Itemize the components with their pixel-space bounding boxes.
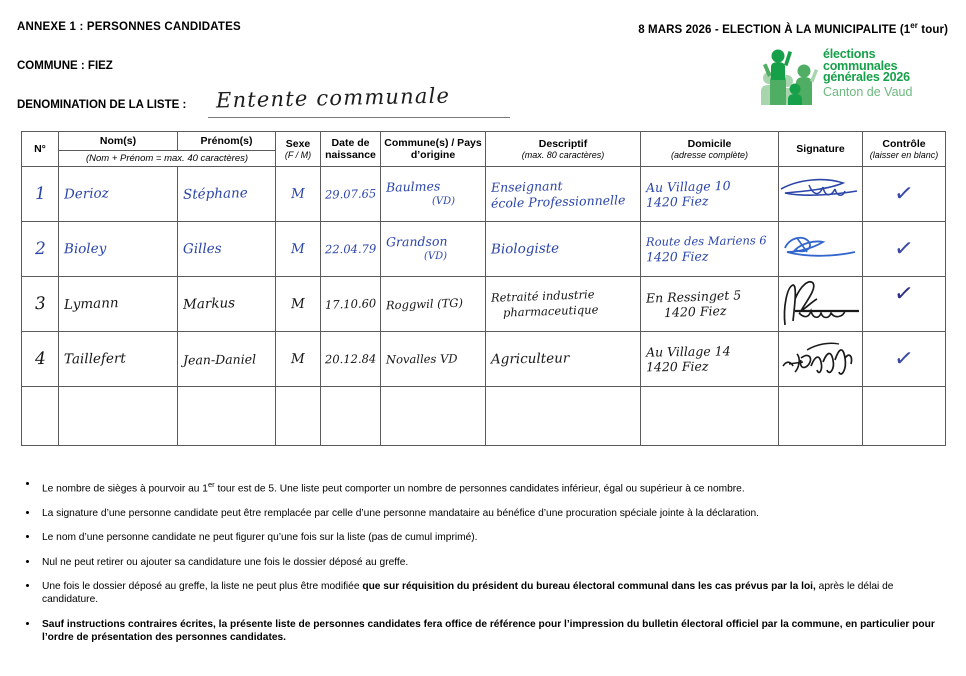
- cell-domicile: [641, 277, 779, 332]
- cell-nom: [59, 387, 178, 446]
- denomination-underline: [208, 117, 510, 118]
- cell-sexe: [276, 167, 321, 222]
- col-header-controle-sub: (laisser en blanc): [869, 149, 939, 160]
- value-descriptif-line2: pharmaceutique: [502, 302, 599, 320]
- value-prenom: Stéphane: [182, 184, 248, 203]
- cell-signature: [779, 277, 863, 332]
- value-descriptif-line1: Biologiste: [490, 240, 560, 257]
- logo-line-3: générales 2026: [823, 70, 910, 84]
- value-nom: Lymann: [63, 294, 119, 313]
- note-item: [17, 507, 942, 520]
- cell-sexe: [276, 332, 321, 387]
- cell-descriptif: [486, 167, 641, 222]
- value-origine-line2: (VD): [432, 196, 456, 207]
- value-controle: ✓: [892, 234, 916, 263]
- col-header-prenom: [178, 132, 276, 151]
- col-header-signature-label: Signature: [796, 143, 845, 155]
- cell-numero: [22, 387, 59, 446]
- cell-origine: [381, 387, 486, 446]
- bullet-icon: [26, 535, 29, 538]
- value-nom: Bioley: [63, 240, 107, 257]
- col-header-descriptif: [486, 132, 641, 167]
- note-text-pre: Le nombre de sièges à pourvoir au 1: [42, 483, 208, 495]
- commune-value: FIEZ: [87, 60, 113, 72]
- value-naissance: 29.07.65: [324, 185, 377, 202]
- candidates-table: [21, 131, 946, 446]
- cell-signature: [779, 332, 863, 387]
- logo-line-4: Canton de Vaud: [823, 84, 913, 99]
- cell-sexe: [276, 222, 321, 277]
- cell-controle: [863, 222, 946, 277]
- value-nom: Derioz: [63, 184, 110, 203]
- bullet-icon: [26, 560, 29, 563]
- col-header-sexe-sub: (F / M): [284, 149, 312, 160]
- value-naissance: 20.12.84: [324, 351, 377, 366]
- value-numero: 2: [34, 238, 46, 259]
- election-title-post: tour): [918, 23, 948, 36]
- cell-controle: [863, 332, 946, 387]
- cell-descriptif: [486, 387, 641, 446]
- note-item: [17, 531, 942, 544]
- value-numero: 3: [34, 293, 46, 314]
- cell-descriptif: [486, 332, 641, 387]
- cell-signature: [779, 167, 863, 222]
- table-row: [22, 332, 946, 387]
- cell-naissance: [321, 332, 381, 387]
- signature-mark: [779, 277, 862, 331]
- value-prenom: Markus: [182, 294, 236, 313]
- value-origine-line1: Roggwil (TG): [385, 295, 464, 312]
- signature-mark: [779, 222, 862, 276]
- note-item: [17, 618, 942, 644]
- note-item: [17, 556, 942, 569]
- value-naissance: 17.10.60: [324, 295, 377, 312]
- cell-domicile: [641, 387, 779, 446]
- bullet-icon: [26, 482, 29, 485]
- cell-domicile: [641, 222, 779, 277]
- note-text-pre: Le nom d’une personne candidate ne peut figurer qu’une fois sur la liste (pas de cumul imprimé).: [42, 532, 478, 544]
- cell-descriptif: [486, 277, 641, 332]
- commune-line: [17, 60, 113, 72]
- col-header-origine-label: Commune(s) / Pays d’origine: [384, 137, 482, 161]
- value-descriptif-line1: Enseignant: [490, 178, 563, 195]
- logo-text-block: [823, 49, 912, 98]
- table-row-empty: [22, 387, 946, 446]
- note-text-bold: que sur réquisition du président du bureau électoral communal dans les cas prévus par la loi,: [362, 581, 816, 593]
- note-item: [17, 580, 942, 606]
- cell-naissance: [321, 222, 381, 277]
- value-descriptif-line2: école Professionnelle: [490, 192, 626, 211]
- signature-scribble-icon: [779, 167, 862, 221]
- note-text-post: tour est de 5. Une liste peut comporter un nombre de personnes candidates inférieur, égal ou supérieur à ce nombre.: [214, 483, 745, 495]
- cell-origine: [381, 167, 486, 222]
- value-sexe: M: [290, 295, 306, 312]
- col-header-numero: [22, 132, 59, 167]
- value-domicile-line2: 1420 Fiez: [645, 193, 709, 210]
- value-domicile-line1: Au Village 14: [645, 343, 731, 360]
- footer-notes: [17, 478, 942, 655]
- col-header-nom: [59, 132, 178, 151]
- value-domicile-line1: Route des Mariens 6: [645, 233, 767, 249]
- col-header-naissance-label: Date de naissance: [325, 137, 376, 161]
- cell-prenom: [178, 332, 276, 387]
- logo-line-1: élections: [823, 47, 876, 61]
- cell-sexe: [276, 277, 321, 332]
- cell-signature: [779, 222, 863, 277]
- commune-label: COMMUNE :: [17, 60, 85, 72]
- value-domicile-line1: Au Village 10: [645, 177, 731, 196]
- col-header-controle: [863, 132, 946, 167]
- col-header-sexe-label: Sexe: [285, 137, 311, 150]
- col-header-domicile-label: Domicile: [687, 137, 732, 150]
- value-domicile-line1: En Ressinget 5: [645, 287, 742, 306]
- col-header-origine: [381, 132, 486, 167]
- cell-domicile: [641, 332, 779, 387]
- cell-prenom: [178, 387, 276, 446]
- cell-nom: [59, 222, 178, 277]
- table-row: [22, 277, 946, 332]
- col-header-domicile: [641, 132, 779, 167]
- table-row: [22, 167, 946, 222]
- value-domicile-line2: 1420 Fiez: [663, 302, 727, 321]
- cell-controle: [863, 277, 946, 332]
- table-header-row: [22, 132, 946, 151]
- cell-origine: [381, 277, 486, 332]
- value-controle: ✓: [892, 179, 916, 208]
- note-text-pre: Nul ne peut retirer ou ajouter sa candidature une fois le dossier déposé au greffe.: [42, 556, 409, 568]
- election-title-pre: 8 MARS 2026 - ELECTION À LA MUNICIPALITE (1: [638, 23, 911, 36]
- signature-scribble-icon: [779, 222, 862, 276]
- value-controle: ✓: [892, 279, 916, 309]
- value-prenom: Gilles: [182, 240, 222, 257]
- signature-scribble-icon: [779, 332, 862, 386]
- value-sexe: M: [290, 185, 306, 202]
- col-header-naissance: [321, 132, 381, 167]
- cell-sexe: [276, 387, 321, 446]
- election-title-sup: er: [910, 21, 919, 30]
- signature-mark: [779, 332, 862, 386]
- cell-origine: [381, 332, 486, 387]
- value-naissance: 22.04.79: [324, 241, 377, 256]
- cell-numero: [22, 332, 59, 387]
- value-origine-line2: (VD): [424, 251, 448, 262]
- col-header-sexe: [276, 132, 321, 167]
- logo-line-2: communales: [823, 58, 898, 73]
- col-header-prenom-label: Prénom(s): [200, 135, 253, 147]
- cell-prenom: [178, 167, 276, 222]
- value-origine-line1: Novalles VD: [385, 351, 458, 366]
- value-numero: 1: [34, 183, 46, 204]
- cell-naissance: [321, 387, 381, 446]
- cell-numero: [22, 222, 59, 277]
- note-item: [17, 478, 942, 495]
- note-text-bold: Sauf instructions contraires écrites, la présente liste de personnes candidates fera office de référence pour l’impression du bulletin électoral officiel par la commune, en particulier pour l’ordre de présentation des personnes candidates.: [42, 618, 935, 643]
- value-origine-line1: Grandson: [385, 233, 448, 250]
- col-header-controle-label: Contrôle: [882, 137, 926, 150]
- note-text-pre: La signature d’une personne candidate peut être remplacée par celle d’une personne mandataire au bénéfice d’une procuration spéciale jointe à la déclaration.: [42, 507, 760, 519]
- col-header-nom-label: Nom(s): [99, 135, 137, 147]
- bullet-icon: [26, 584, 29, 587]
- col-header-numero-label: N°: [34, 143, 46, 155]
- value-prenom: Jean-Daniel: [182, 350, 257, 368]
- col-header-domicile-sub: (adresse complète): [670, 149, 749, 160]
- cell-prenom: [178, 222, 276, 277]
- value-nom: Taillefert: [63, 350, 126, 367]
- value-sexe: M: [290, 350, 306, 367]
- col-header-descriptif-sub: (max. 80 caractères): [521, 149, 605, 160]
- elections-logo: [757, 47, 953, 107]
- cell-numero: [22, 277, 59, 332]
- people-group-icon: [757, 47, 819, 105]
- value-sexe: M: [290, 240, 306, 257]
- value-descriptif-line1: Retraité industrie: [490, 287, 595, 305]
- cell-nom: [59, 277, 178, 332]
- denomination-label: DENOMINATION DE LA LISTE :: [17, 99, 187, 111]
- cell-controle: [863, 387, 946, 446]
- note-sup: er: [207, 480, 215, 489]
- cell-descriptif: [486, 222, 641, 277]
- cell-controle: [863, 167, 946, 222]
- cell-naissance: [321, 277, 381, 332]
- signature-mark: [779, 167, 862, 221]
- col-header-signature: [779, 132, 863, 167]
- bullet-icon: [26, 622, 29, 625]
- value-origine-line1: Baulmes: [385, 178, 441, 195]
- cell-nom: [59, 332, 178, 387]
- denomination-value-handwritten: Entente communale: [215, 83, 451, 113]
- value-descriptif-line1: Agriculteur: [490, 349, 570, 368]
- cell-numero: [22, 167, 59, 222]
- cell-nom: [59, 167, 178, 222]
- cell-naissance: [321, 167, 381, 222]
- page-title: ANNEXE 1 : PERSONNES CANDIDATES: [17, 21, 241, 33]
- col-header-descriptif-label: Descriptif: [538, 137, 588, 150]
- note-text-post: après le délai de candidature.: [42, 581, 894, 606]
- value-domicile-line2: 1420 Fiez: [645, 358, 709, 375]
- value-controle: ✓: [892, 344, 916, 373]
- cell-prenom: [178, 277, 276, 332]
- signature-scribble-icon: [779, 277, 862, 331]
- note-nom-prenom: (Nom + Prénom = max. 40 caractères): [59, 151, 276, 167]
- value-numero: 4: [34, 348, 46, 369]
- value-domicile-line2: 1420 Fiez: [645, 248, 709, 265]
- election-title: [638, 21, 948, 36]
- bullet-icon: [26, 511, 29, 514]
- cell-origine: [381, 222, 486, 277]
- table-row: [22, 222, 946, 277]
- note-text-pre: Une fois le dossier déposé au greffe, la liste ne peut plus être modifiée: [42, 581, 363, 593]
- cell-domicile: [641, 167, 779, 222]
- cell-signature: [779, 387, 863, 446]
